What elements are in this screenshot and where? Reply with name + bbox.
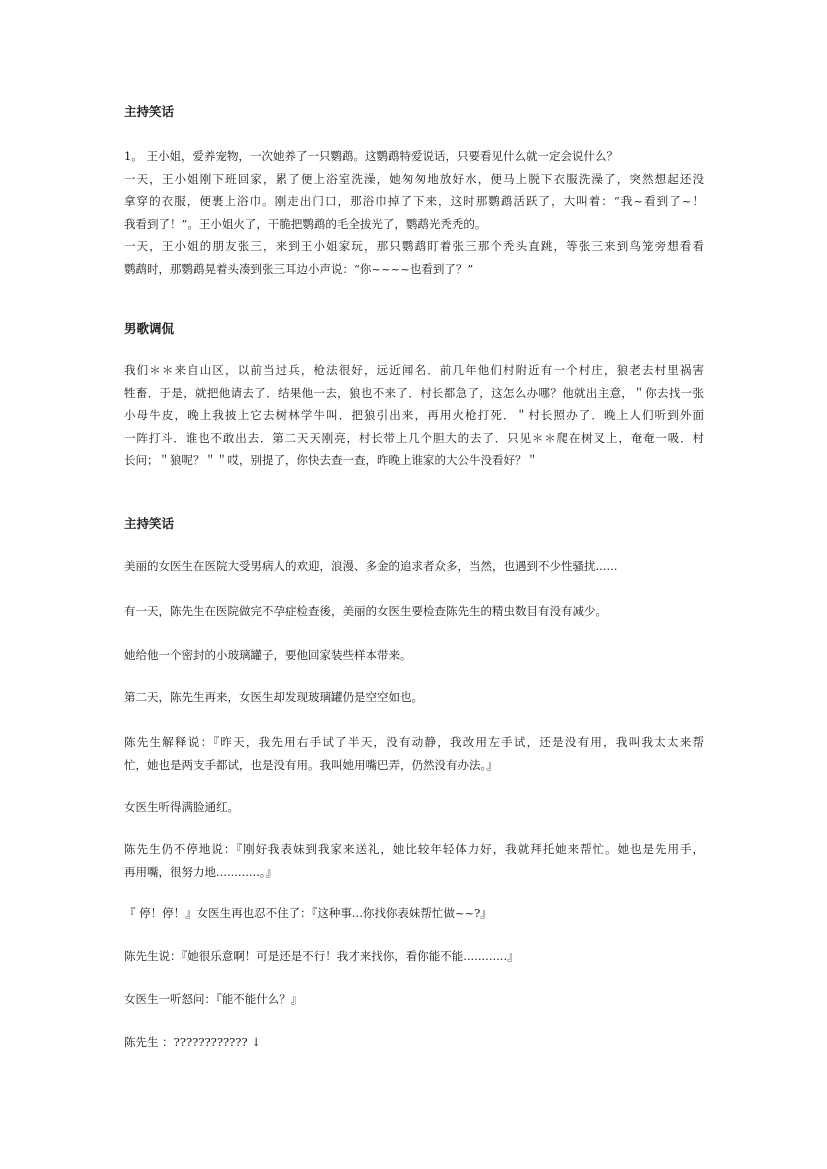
text-line: 再用嘴，很努力地............。』 [124, 864, 278, 879]
text-line: 有一天，陈先生在医院做完不孕症检查後，美丽的女医生要检查陈先生的精虫数目有没有减少。 [124, 604, 607, 618]
section-heading-3: 主持笑话 [124, 516, 175, 531]
text-line: 美丽的女医生在医院大受男病人的欢迎，浪漫、多金的追求者众多，当然，也遇到不少性骚扰...... [124, 559, 618, 573]
joke-paragraph-parrot [124, 145, 704, 280]
text-line: 陈先生说：『她很乐意啊！可是还是不行！我才来找你，看你能不能............』 [124, 949, 519, 963]
joke-paragraph [124, 686, 704, 709]
text-line: 陈先生仍不停地说：『刚好我表妹到我家来送礼，她比较年轻体力好，我就拜托她来帮忙。她也是先用手， [124, 842, 704, 856]
text-line: 女医生听得满脸通红。 [124, 800, 239, 814]
text-line: 我看到了！”。王小姐火了，干脆把鹦鹉的毛全拔光了，鹦鹉光秃秃的。 [124, 216, 487, 231]
text-line: 女医生一听怒问：『能不能什么？』 [124, 992, 303, 1006]
joke-paragraph [124, 838, 704, 883]
joke-paragraph [124, 600, 704, 623]
text-line: 我们＊＊来自山区，以前当过兵，枪法很好，远近闻名．前几年他们村附近有一个村庄，狼老去村里祸害 [124, 363, 704, 377]
text-line: 长问；＂狼呢？＂＂哎，别提了，你快去查一查，昨晚上谁家的大公牛没看好？＂ [124, 453, 538, 467]
joke-paragraph-wolf [124, 359, 704, 472]
section-heading-1: 主持笑话 [124, 104, 175, 119]
joke-paragraph [124, 644, 704, 667]
text-line: 一阵打斗．谁也不敢出去．第二天天刚亮，村长带上几个胆大的去了．只见＊＊爬在树叉上，奄奄一吸．村 [124, 430, 704, 445]
text-line: 1。 王小姐，爱养宠物，一次她养了一只鹦鹉。这鹦鹉特爱说话，只要看见什么就一定会说什么？ [124, 149, 618, 163]
text-line: 陈先生 ：???????????? ↓ [124, 1035, 261, 1049]
joke-paragraph [124, 945, 704, 968]
joke-paragraph [124, 731, 704, 776]
text-line: 忙，她也是两支手都试，也是没有用。我叫她用嘴巴弄，仍然没有办法。』 [124, 757, 498, 772]
text-line: 陈先生解释说：『昨天，我先用右手试了半天，没有动静，我改用左手试，还是没有用，我叫我太太来帮 [124, 735, 704, 749]
text-line: 一天，王小姐的朋友张三，来到王小姐家玩，那只鹦鹉盯着张三那个秃头直跳，等张三来到鸟笼旁想看看 [124, 239, 704, 253]
joke-paragraph [124, 796, 704, 819]
text-line: 『 停！停！』女医生再也忍不住了：『这种事...你找你表妹帮忙做~~?』 [124, 906, 492, 920]
text-line: 鹦鹉时，那鹦鹉晃着头凑到张三耳边小声说：“你~~~~也看到了？” [124, 261, 474, 276]
text-line: 一天，王小姐刚下班回家，累了便上浴室洗澡，她匆匆地放好水，便马上脱下衣服洗澡了，突然想起还没 [124, 171, 704, 186]
text-line: 拿穿的衣服，便裹上浴巾。刚走出门口，那浴巾掉了下来，这时那鹦鹉活跃了，大叫着：“我~看到了~！ [124, 194, 704, 208]
joke-paragraph [124, 1031, 704, 1054]
text-line: 第二天，陈先生再来，女医生却发现玻璃罐仍是空空如也。 [124, 690, 423, 704]
section-heading-2: 男歌调侃 [124, 321, 175, 336]
text-line: 小母牛皮，晚上我披上它去树林学牛叫．把狼引出来，再用火枪打死．＂村长照办了．晚上人们听到外面 [124, 408, 704, 422]
joke-paragraph [124, 988, 704, 1011]
joke-paragraph [124, 555, 704, 578]
text-line: 牲畜．于是，就把他请去了．结果他一去，狼也不来了．村长都急了，这怎么办哪？他就出主意，＂你去找一张 [124, 385, 704, 400]
joke-paragraph [124, 902, 704, 925]
text-line: 她给他一个密封的小玻璃罐子，要他回家装些样本带来。 [124, 648, 412, 662]
